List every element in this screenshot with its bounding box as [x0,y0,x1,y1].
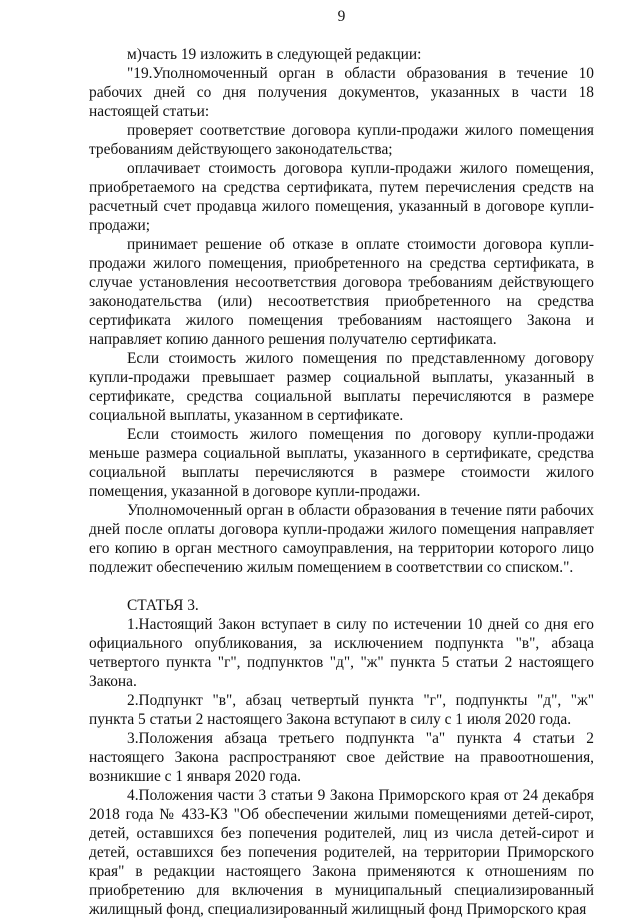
paragraph-article-3-item-1: 1.Настоящий Закон вступает в силу по истечении 10 дней со дня его официального опубликования, за исключением подпункта "в", абзаца четвертого пункта "г", подпунктов "д", "ж" пункта 5 статьи 2 настоящего Закона. [89,616,594,690]
article-heading: СТАТЬЯ 3. [127,597,199,614]
paragraph-cost-exceeds: Если стоимость жилого помещения по представленному договору купли-продажи превышает размер социальной выплаты, указанный в сертификате, средства социальной выплаты перечисляются в размере социальной выплаты, указанном в сертификате. [89,350,594,424]
paragraph-checks-contract: проверяет соответствие договора купли-продажи жилого помещения требованиям действующего законодательства; [89,122,594,158]
paragraph-pays-contract: оплачивает стоимость договора купли-продажи жилого помещения, приобретаемого на средства сертификата, путем перечисления средств на расчетный счет продавца жилого помещения, указанный в договоре купли-продажи; [89,160,594,234]
paragraph-copy-sent: Уполномоченный орган в области образования в течение пяти рабочих дней после оплаты договора купли-продажи жилого помещения направляет его копию в орган местного самоуправления, на территории которого лицо подлежит обеспечению жилым помещением в соответствии со списком.". [89,502,594,576]
blank-line [89,577,594,596]
paragraph-cost-less: Если стоимость жилого помещения по договору купли-продажи меньше размера социальной выплаты, указанного в сертификате, средства социальной выплаты перечисляются в размере стоимости жилого помещения, указанной в договоре купли-продажи. [89,426,594,500]
paragraph-article-3-item-2: 2.Подпункт "в", абзац четвертый пункта "г", подпункты "д", "ж" пункта 5 статьи 2 настоящего Закона вступают в силу с 1 июля 2020 года. [89,692,594,728]
paragraph-intro: м)часть 19 изложить в следующей редакции: [127,46,422,63]
paragraph-part-19: "19.Уполномоченный орган в области образования в течение 10 рабочих дней со дня получения документов, указанных в части 18 настоящей статьи: [89,65,594,120]
paragraph-refusal-decision: принимает решение об отказе в оплате стоимости договора купли-продажи жилого помещения, приобретенного на средства сертификата, в случае установления несоответствия договора требованиям действующего законодательства (или) несоответствия приобретенного на средства сертификата жилого помещения требованиям настоящего Закона и направляет копию данного решения получателю сертификата. [89,236,594,348]
page-number: 9 [337,8,346,25]
document-body [89,45,594,919]
paragraph-article-3-item-3: 3.Положения абзаца третьего подпункта "а" пункта 4 статьи 2 настоящего Закона распространяют свое действие на правоотношения, возникшие с 1 января 2020 года. [89,730,594,785]
paragraph-article-3-item-4: 4.Положения части 3 статьи 9 Закона Приморского края от 24 декабря 2018 года № 433-КЗ "Об обеспечении жилыми помещениями детей-сирот, детей, оставшихся без попечения родителей, лиц из числа детей-сирот и детей, оставшихся без попечения родителей, на территории Приморского края" в редакции настоящего Закона применяются к отношениям по приобретению для включения в муниципальный специализированный жилищный фонд, специализированный жилищный фонд Приморского края [89,787,594,918]
